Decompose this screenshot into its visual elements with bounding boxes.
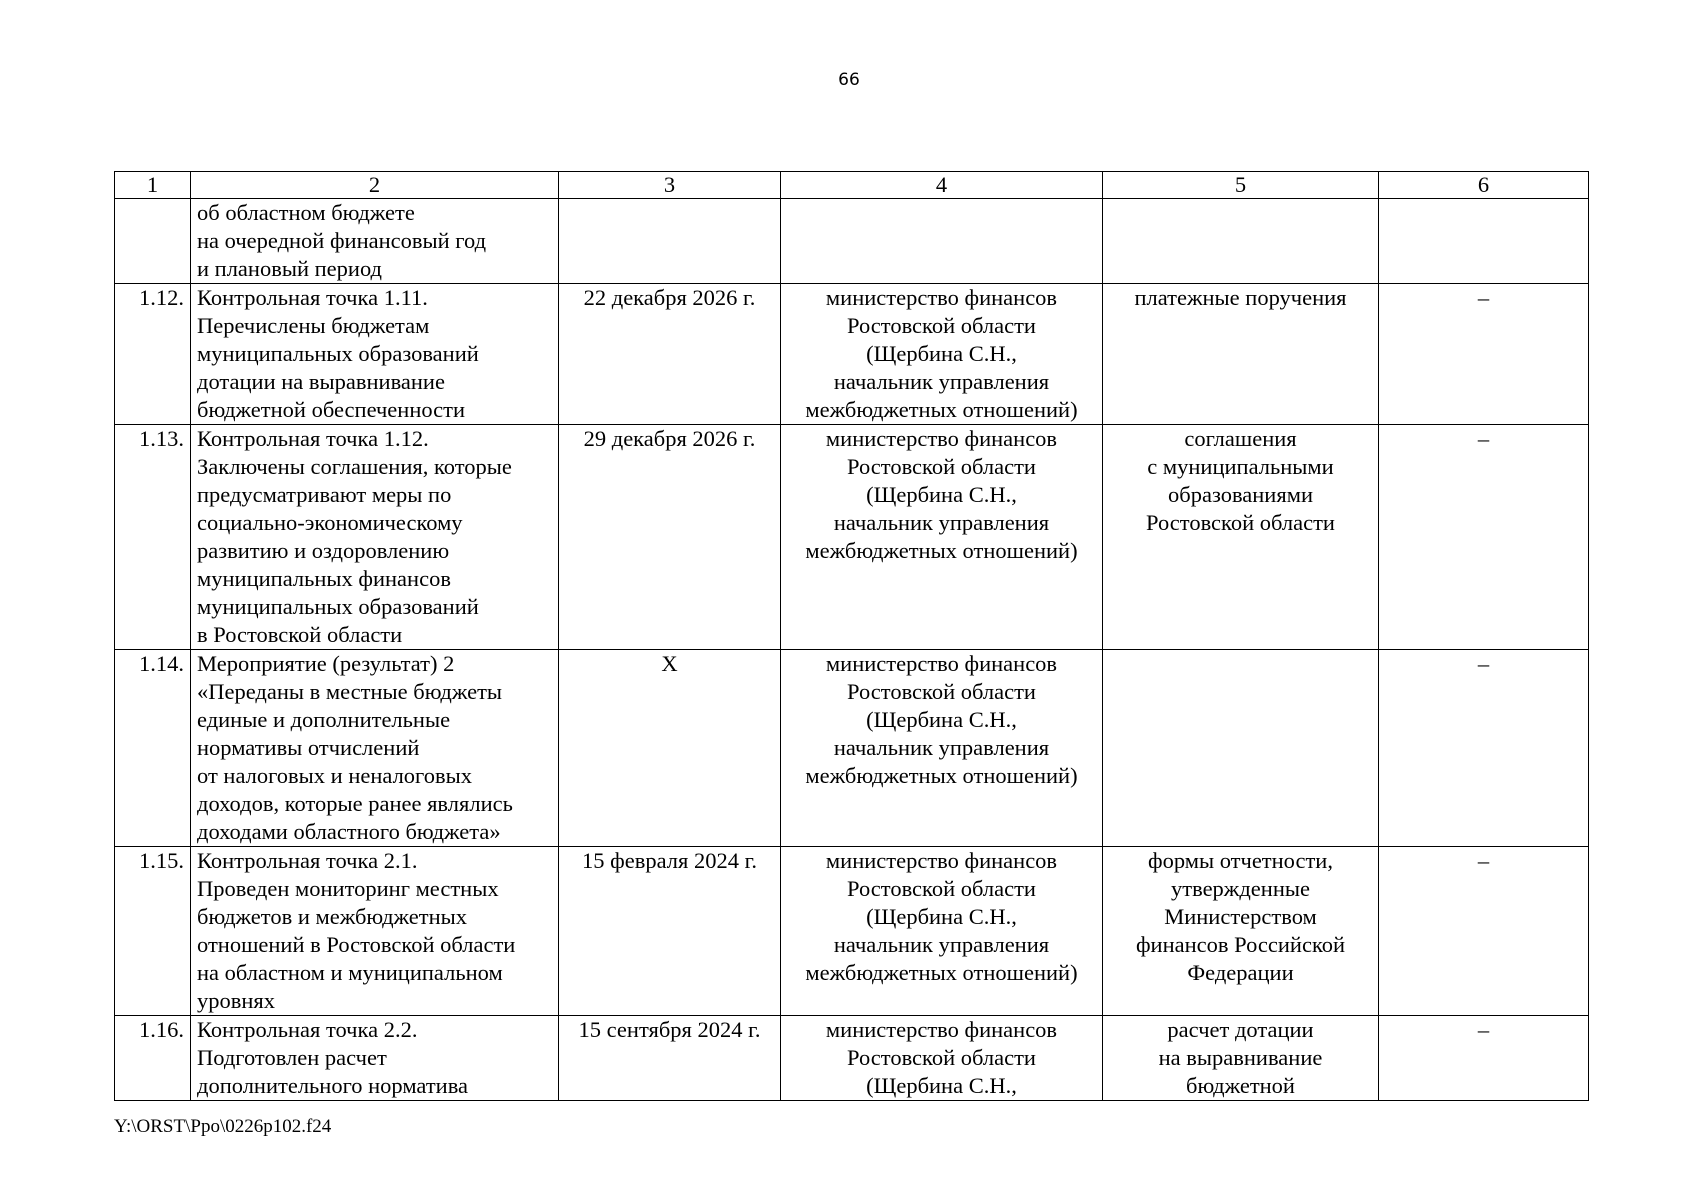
row-name-cell: Контрольная точка 1.12. Заключены соглашения, которые предусматривают меры по социально-экономическому развитию и оздоровлению муниципальных финансов муниципальных образований в Ростовской области [191, 425, 559, 650]
row-responsible-cell [781, 199, 1103, 284]
column-header: 6 [1379, 172, 1589, 199]
row-date-cell: Х [559, 650, 781, 847]
row-date-cell [559, 199, 781, 284]
row-info-cell: – [1379, 425, 1589, 650]
row-date-cell: 22 декабря 2026 г. [559, 284, 781, 425]
row-date-cell: 15 февраля 2024 г. [559, 847, 781, 1016]
row-info-cell: – [1379, 1016, 1589, 1101]
file-path: Y:\ORST\Ppo\0226p102.f24 [114, 1116, 332, 1137]
column-header: 3 [559, 172, 781, 199]
row-name-cell: Контрольная точка 1.11. Перечислены бюджетам муниципальных образований дотации на выравнивание бюджетной обеспеченности [191, 284, 559, 425]
activity-table [114, 171, 1589, 1101]
row-responsible-cell: министерство финансов Ростовской области (Щербина С.Н., начальник управления межбюджетных отношений) [781, 847, 1103, 1016]
page-number: 66 [838, 70, 860, 90]
row-number-cell: 1.13. [115, 425, 191, 650]
row-info-cell: – [1379, 847, 1589, 1016]
row-info-cell [1379, 199, 1589, 284]
column-header: 4 [781, 172, 1103, 199]
row-number-cell: 1.14. [115, 650, 191, 847]
row-responsible-cell: министерство финансов Ростовской области (Щербина С.Н., начальник управления межбюджетных отношений) [781, 425, 1103, 650]
row-document-cell: формы отчетности, утвержденные Министерством финансов Российской Федерации [1103, 847, 1379, 1016]
row-responsible-cell: министерство финансов Ростовской области (Щербина С.Н., начальник управления межбюджетных отношений) [781, 650, 1103, 847]
row-number-cell: 1.12. [115, 284, 191, 425]
row-document-cell: соглашения с муниципальными образованиями Ростовской области [1103, 425, 1379, 650]
column-header: 1 [115, 172, 191, 199]
row-name-cell: Контрольная точка 2.1. Проведен мониторинг местных бюджетов и межбюджетных отношений в Ростовской области на областном и муниципальном уровнях [191, 847, 559, 1016]
column-header: 5 [1103, 172, 1379, 199]
row-number-cell [115, 199, 191, 284]
row-info-cell: – [1379, 650, 1589, 847]
row-number-cell: 1.16. [115, 1016, 191, 1101]
row-info-cell: – [1379, 284, 1589, 425]
column-header: 2 [191, 172, 559, 199]
table-row [115, 847, 1589, 1016]
row-date-cell: 29 декабря 2026 г. [559, 425, 781, 650]
row-document-cell [1103, 650, 1379, 847]
row-document-cell: расчет дотации на выравнивание бюджетной [1103, 1016, 1379, 1101]
row-name-cell: об областном бюджете на очередной финансовый год и плановый период [191, 199, 559, 284]
row-date-cell: 15 сентября 2024 г. [559, 1016, 781, 1101]
row-document-cell [1103, 199, 1379, 284]
row-name-cell: Мероприятие (результат) 2 «Переданы в местные бюджеты единые и дополнительные нормативы отчислений от налоговых и неналоговых доходов, которые ранее являлись доходами областного бюджета» [191, 650, 559, 847]
table-row [115, 284, 1589, 425]
row-name-cell: Контрольная точка 2.2. Подготовлен расчет дополнительного норматива [191, 1016, 559, 1101]
table-row [115, 199, 1589, 284]
table-row [115, 1016, 1589, 1101]
row-number-cell: 1.15. [115, 847, 191, 1016]
table-row [115, 425, 1589, 650]
row-responsible-cell: министерство финансов Ростовской области (Щербина С.Н., начальник управления межбюджетных отношений) [781, 284, 1103, 425]
row-responsible-cell: министерство финансов Ростовской области (Щербина С.Н., [781, 1016, 1103, 1101]
table-header-row [115, 172, 1589, 199]
table-row [115, 650, 1589, 847]
row-document-cell: платежные поручения [1103, 284, 1379, 425]
